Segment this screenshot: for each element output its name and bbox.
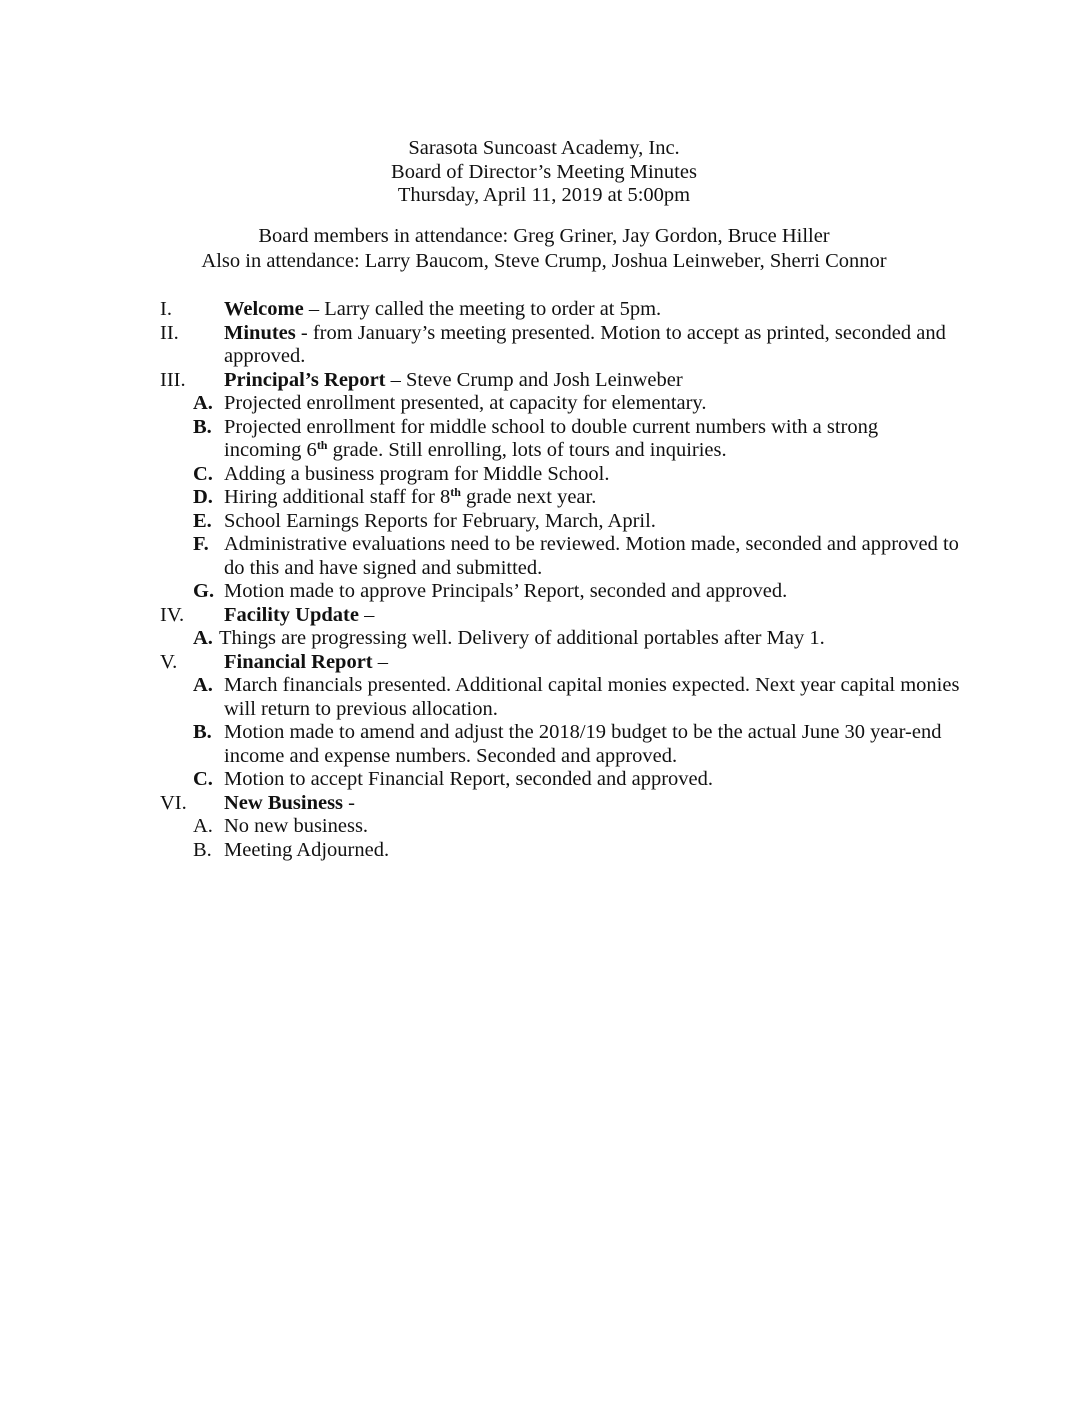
- item-text: Motion made to amend and adjust the 2018/19 budget to be the actual June 30 year-end income and expense numbers. Seconded and approved.: [224, 721, 942, 767]
- list-item: [193, 721, 960, 768]
- item-text: Things are progressing well. Delivery of additional portables after May 1.: [219, 627, 825, 649]
- item-list: [193, 392, 960, 604]
- item-label: A.: [193, 627, 213, 649]
- ordinal-suffix: th: [450, 485, 461, 499]
- item-text: Projected enrollment for middle school to double current numbers with a strong incoming 6: [224, 415, 879, 461]
- attendance-block: [0, 225, 1088, 275]
- others-attendance: Also in attendance: Larry Baucom, Steve Crump, Joshua Leinweber, Sherri Connor: [201, 250, 887, 272]
- item-text: Motion to accept Financial Report, seconded and approved.: [224, 768, 714, 790]
- section-text: – Steve Crump and Josh Leinweber: [385, 368, 683, 391]
- item-text: Motion made to approve Principals’ Report, seconded and approved.: [224, 580, 788, 602]
- section-title: Minutes: [224, 321, 296, 344]
- section-title: New Business: [224, 791, 344, 814]
- list-item: [193, 463, 960, 487]
- section-number: IV.: [160, 603, 185, 626]
- item-label: C.: [193, 462, 213, 485]
- section-welcome: [160, 298, 960, 322]
- item-text-cont: grade next year.: [460, 486, 597, 508]
- item-list: [193, 674, 960, 792]
- list-item: [193, 768, 960, 792]
- section-facility-update: [160, 604, 960, 651]
- list-item: [193, 839, 960, 863]
- document-title: Board of Director’s Meeting Minutes: [391, 160, 697, 183]
- list-item: [193, 416, 960, 463]
- item-label: G.: [193, 580, 215, 602]
- section-title: Financial Report: [224, 650, 373, 673]
- item-text: Administrative evaluations need to be reviewed. Motion made, seconded and approved to do this and have signed and submitted.: [224, 533, 959, 579]
- list-item: [193, 627, 960, 651]
- section-number: VI.: [160, 791, 187, 814]
- ordinal-suffix: th: [316, 438, 328, 452]
- item-list: [193, 627, 960, 651]
- document-header: [0, 137, 1088, 208]
- item-label: C.: [193, 768, 213, 790]
- section-minutes: [160, 322, 960, 369]
- list-item: [193, 510, 960, 534]
- section-title: Principal’s Report: [224, 368, 386, 391]
- section-number: III.: [160, 368, 186, 391]
- item-label: A.: [193, 392, 213, 414]
- list-item: [193, 815, 960, 839]
- list-item: [193, 533, 960, 580]
- item-label: E.: [193, 509, 212, 532]
- item-label: A.: [193, 815, 213, 837]
- section-text: - from January’s meeting presented. Motion to accept as printed, seconded and approved.: [224, 321, 946, 367]
- item-text: Hiring additional staff for 8: [224, 486, 451, 508]
- board-members-attendance: Board members in attendance: Greg Griner, Jay Gordon, Bruce Hiller: [258, 225, 830, 247]
- item-list: [193, 815, 960, 862]
- section-text: -: [343, 791, 355, 814]
- section-number: V.: [160, 650, 178, 673]
- list-item: [193, 392, 960, 416]
- item-text-cont: grade. Still enrolling, lots of tours and inquiries.: [327, 439, 727, 461]
- item-text: Adding a business program for Middle School.: [224, 462, 610, 485]
- item-text: Meeting Adjourned.: [224, 838, 390, 861]
- section-number: II.: [160, 321, 179, 344]
- section-title: Welcome: [224, 298, 304, 320]
- section-text: –: [358, 603, 375, 626]
- list-item: [193, 486, 960, 510]
- item-label: B.: [193, 721, 212, 743]
- list-item: [193, 674, 960, 721]
- organization-name: Sarasota Suncoast Academy, Inc.: [408, 137, 680, 159]
- section-text: –: [372, 650, 388, 673]
- item-label: D.: [193, 486, 213, 508]
- section-text: – Larry called the meeting to order at 5pm.: [303, 298, 662, 320]
- agenda-sections: [160, 298, 960, 862]
- section-number: I.: [160, 298, 172, 320]
- item-text: March financials presented. Additional capital monies expected. Next year capital monies will return to previous allocation.: [224, 674, 960, 720]
- item-label: B.: [193, 838, 212, 861]
- item-text: No new business.: [224, 815, 369, 837]
- section-principals-report: [160, 369, 960, 604]
- list-item: [193, 580, 960, 604]
- item-label: A.: [193, 674, 213, 696]
- section-title: Facility Update: [224, 603, 359, 626]
- meeting-date: Thursday, April 11, 2019 at 5:00pm: [397, 184, 691, 206]
- item-text: Projected enrollment presented, at capacity for elementary.: [224, 392, 707, 414]
- section-financial-report: [160, 651, 960, 792]
- item-label: F.: [193, 533, 209, 555]
- section-new-business: [160, 792, 960, 863]
- item-text: School Earnings Reports for February, March, April.: [224, 509, 656, 532]
- item-label: B.: [193, 415, 212, 438]
